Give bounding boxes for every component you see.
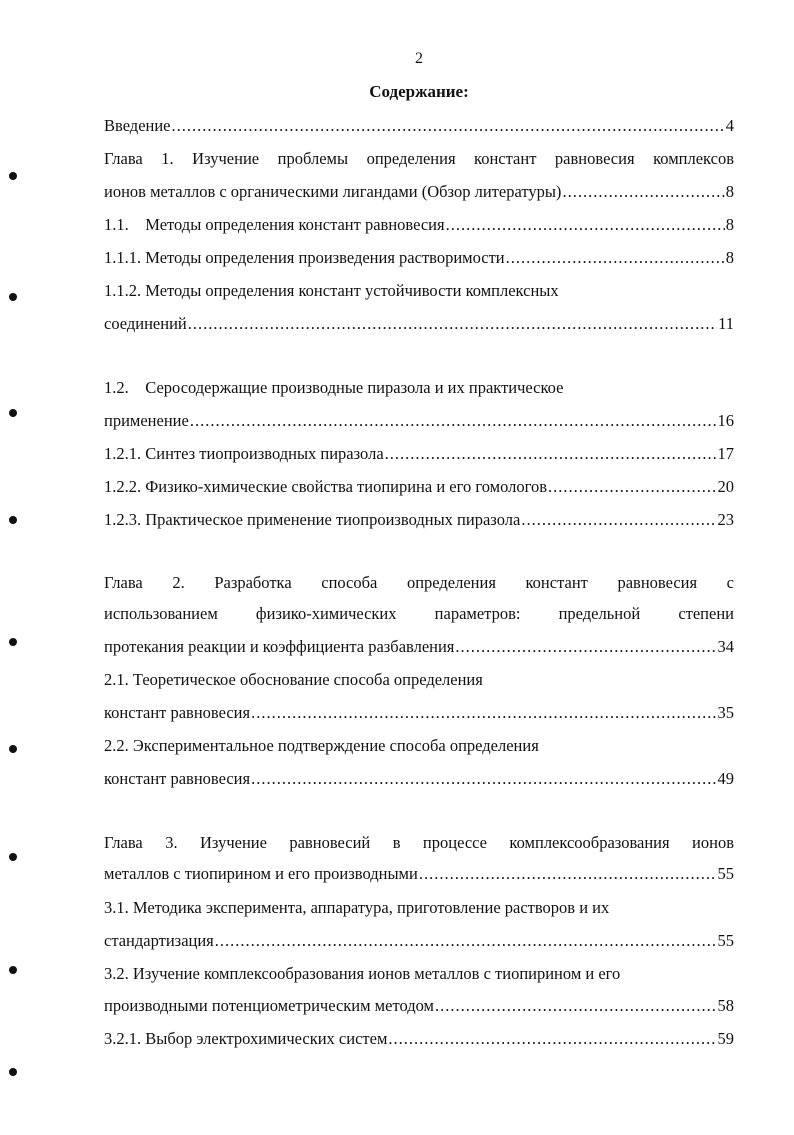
toc-page-number: 55	[717, 931, 734, 950]
punch-hole-mark	[9, 409, 17, 417]
punch-hole-mark	[9, 853, 17, 861]
toc-page-number: 11	[718, 314, 734, 333]
toc-page-number: 20	[717, 477, 734, 496]
toc-page-number: 4	[725, 116, 734, 135]
toc-entry: 3.2.1. Выбор электрохимических систем ..... 59	[104, 1027, 734, 1051]
toc-entry: металлов с тиопирином и его производными ..... 55	[104, 862, 734, 886]
toc-page-number: 58	[717, 996, 734, 1015]
toc-page-number: 8	[725, 182, 734, 201]
toc-entry: констант равновесия ..... 49	[104, 767, 734, 791]
toc-entry: констант равновесия ..... 35	[104, 701, 734, 725]
punch-hole-mark	[9, 966, 17, 974]
toc-entry: 1.1. Методы определения констант равновесия ..... 8	[104, 213, 734, 237]
toc-entry: Глава 1. Изучение проблемы определения констант равновесия комплексов	[104, 149, 734, 168]
toc-entry: 1.1.2. Методы определения констант устойчивости комплексных	[104, 281, 559, 300]
toc-entry: 1.2.1. Синтез тиопроизводных пиразола ..... 17	[104, 442, 734, 466]
toc-entry: 2.2. Экспериментальное подтверждение способа определения	[104, 736, 539, 755]
page-number: 2	[415, 50, 423, 67]
toc-page-number: 35	[717, 703, 734, 722]
punch-hole-mark	[9, 745, 17, 753]
toc-page-number: 8	[725, 215, 734, 234]
toc-entry: 1.2.3. Практическое применение тиопроизводных пиразола ..... 23	[104, 508, 734, 532]
toc-entry: Глава 3. Изучение равновесий в процессе комплексообразования ионов	[104, 833, 734, 852]
punch-hole-mark	[9, 1068, 17, 1076]
toc-entry: Глава 2. Разработка способа определения констант равновесия с	[104, 573, 734, 592]
toc-entry: Введение ..... 4	[104, 114, 734, 138]
toc-entry: 2.1. Теоретическое обоснование способа определения	[104, 670, 483, 689]
toc-entry: соединений ..... 11	[104, 312, 734, 336]
punch-hole-mark	[9, 516, 17, 524]
toc-entry: стандартизация ..... 55	[104, 929, 734, 953]
toc-entry: производными потенциометрическим методом ..... 58	[104, 994, 734, 1018]
toc-entry: 1.2.2. Физико-химические свойства тиопирина и его гомологов ..... 20	[104, 475, 734, 499]
toc-entry: ионов металлов с органическими лигандами (Обзор литературы) ..... 8	[104, 180, 734, 204]
toc-entry: 3.1. Методика эксперимента, аппаратура, приготовление растворов и их	[104, 898, 610, 917]
toc-entry: 1.1.1. Методы определения произведения растворимости ..... 8	[104, 246, 734, 270]
toc-page-number: 17	[717, 444, 734, 463]
punch-hole-mark	[9, 172, 17, 180]
toc-page-number: 23	[717, 510, 734, 529]
toc-page-number: 16	[717, 411, 734, 430]
toc-entry: 3.2. Изучение комплексообразования ионов металлов с тиопирином и его	[104, 964, 621, 983]
toc-entry: использованием физико-химических параметров: предельной степени	[104, 604, 734, 623]
toc-page-number: 34	[717, 637, 734, 656]
toc-page-number: 59	[717, 1029, 734, 1048]
page-title: Содержание:	[369, 82, 469, 101]
toc-entry: протекания реакции и коэффициента разбавления ..... 34	[104, 635, 734, 659]
toc-entry: применение ..... 16	[104, 409, 734, 433]
toc-page-number: 49	[717, 769, 734, 788]
toc-page-number: 55	[717, 864, 734, 883]
punch-hole-mark	[9, 293, 17, 301]
punch-hole-mark	[9, 638, 17, 646]
toc-page-number: 8	[725, 248, 734, 267]
toc-entry: 1.2. Серосодержащие производные пиразола и их практическое	[104, 378, 564, 397]
